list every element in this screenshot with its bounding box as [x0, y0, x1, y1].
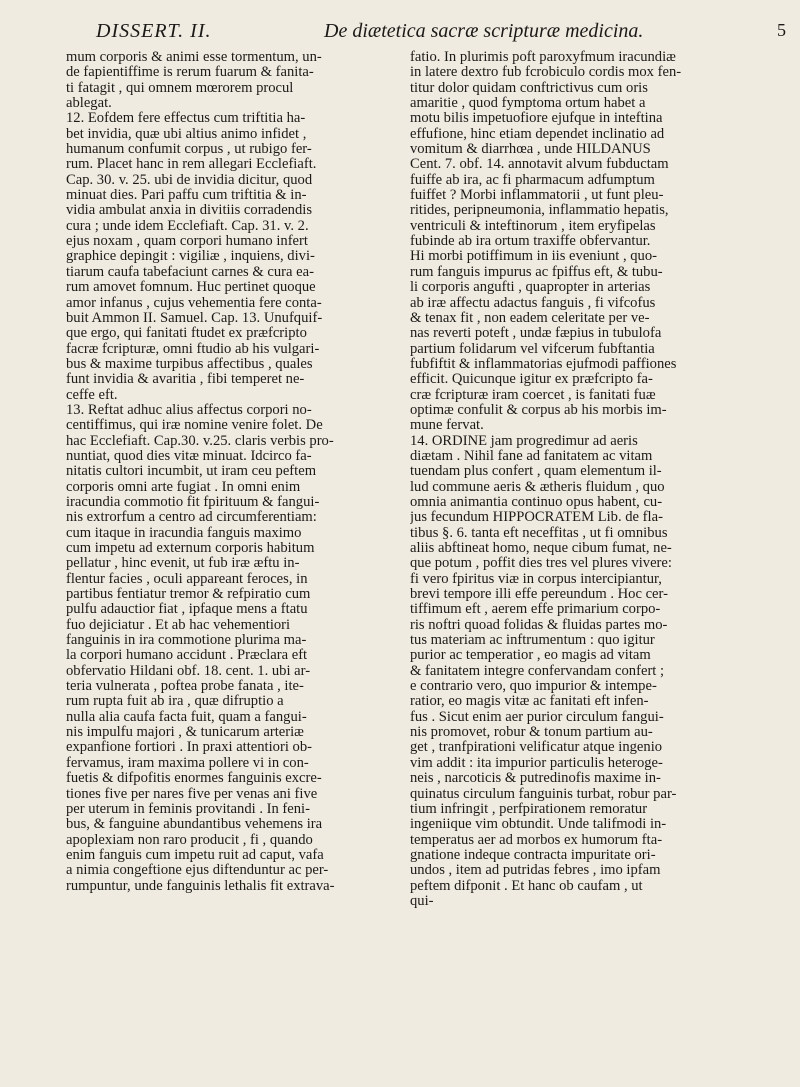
text-line: brevi tempore illi effe pereundum . Hoc cer- [410, 587, 668, 603]
header-title: De diætetica sacræ scripturæ medicina. [324, 20, 644, 42]
text-line: rum fanguis impurus ac fpiffus eft, & tubu- [410, 264, 663, 280]
text-line: bet invidia, quæ ubi altius animo infidet , [66, 126, 307, 142]
text-line: qui- [410, 893, 434, 909]
text-line: amaritie , quod fymptoma ortum habet a [410, 96, 646, 112]
text-line: neis , narcoticis & putredinofis maxime in- [410, 771, 661, 787]
text-line: fuiffet ? Morbi inflammatorii , ut funt pleu- [410, 188, 664, 204]
text-line: facræ fcripturæ, omni ftudio ab his vulgari- [66, 341, 320, 357]
text-line: fi vero fpiritus viæ in corpus intercipiantur, [410, 571, 662, 587]
text-line: que ergo, qui fanitati ftudet ex præfcripto [66, 326, 307, 342]
text-line: fuiffe ab ira, ac fi pharmacum adfumptum [410, 172, 655, 188]
text-line: ritides, peripneumonia, inflammatio hepatis, [410, 203, 669, 219]
text-line: enim fanguis cum impetu ruit ad caput, vafa [66, 847, 324, 863]
text-line: aliis abftineat homo, neque cibum fumat, ne- [410, 541, 672, 556]
text-line: Hi morbi potiffimum in iis eveniunt , quo- [410, 249, 657, 265]
text-line: omnia animantia continuo opus habent, cu- [410, 494, 663, 510]
text-line: get , tranfpirationi velificatur atque ingenio [410, 740, 663, 756]
text-line: vim addit : ita impurior particulis heteroge- [410, 755, 663, 771]
text-line: ceffe eft. [66, 387, 118, 403]
text-line: efficit. Quicunque igitur ex præfcripto fa- [410, 372, 653, 388]
text-line: rum amovet fomnum. Huc pertinet quoque [66, 280, 316, 296]
text-line: bus & maxime turpibus affectibus , quales [66, 356, 313, 372]
text-line: tuendam plus confert , quam elementum il- [410, 464, 662, 480]
text-line: nuntiat, quod dies vitæ minuat. Idcirco fa- [66, 448, 312, 464]
text-line: hac Ecclefiaft. Cap.30. v.25. claris verbis pro- [66, 433, 334, 449]
text-line: li corporis angufti , quapropter in arterias [410, 280, 651, 296]
text-line: que potum , poffit dies tres vel plures vivere: [410, 556, 672, 572]
text-line: cura ; unde idem Ecclefiaft. Cap. 31. v. 2. [66, 218, 309, 234]
text-line: nis promovet, robur & tonum partium au- [410, 725, 653, 741]
text-line: motu bilis impetuofiore ejufque in inteftina [410, 111, 663, 127]
text-column-left [66, 50, 400, 1080]
text-line: rum. Placet hanc in rem allegari Ecclefiaft. [66, 157, 317, 173]
text-line: nulla alia caufa facta fuit, quam a fangui- [66, 709, 307, 725]
text-line: fuo dejiciatur . Et ab hac vehementiori [66, 617, 291, 633]
text-line: nis impulfu majori , & tunicarum arteriæ [66, 725, 304, 741]
text-line: fubfiftit & inflammatorias ejufmodi paffiones [410, 356, 677, 372]
text-line: Cent. 7. obf. 14. annotavit alvum fubductam [410, 157, 669, 173]
text-line: amor infanus , cujus vehementia fere conta- [66, 295, 322, 311]
text-line: nas reverti poteft , undæ fæpius in tubulofa [410, 326, 662, 342]
text-line: & fanitatem integre confervandam confert ; [410, 663, 665, 679]
text-line: mune fervat. [410, 418, 484, 434]
text-line: purior ac temperatior , eo magis ad vitam [410, 648, 651, 664]
text-line: tibus §. 6. tanta eft neceffitas , ut fi omnibus [410, 525, 668, 541]
text-line: tiffimum eft , aerem effe primarium corpo- [410, 602, 661, 618]
text-line: ratior, eo magis vitæ ac fanitati eft infen- [410, 694, 649, 710]
header-dissertation: DISSERT. II. [96, 20, 212, 42]
text-line: fervamus, iram maxima pollere vi in con- [66, 755, 309, 771]
text-line: ventriculi & inteftinorum , item eryfipelas [410, 218, 656, 234]
text-line: quinatus circulum fanguinis turbat, robur par- [410, 786, 677, 802]
text-line: graphice depingit : vigiliæ , inquiens, divi- [66, 249, 315, 265]
text-line: lud commune aeris & ætheris fluidum , quo [410, 479, 665, 495]
text-line: bus, & fanguine abundantibus vehemens ira [66, 817, 323, 833]
text-line: la corpori humano accidunt . Præclara eft [66, 648, 308, 664]
text-line: nis extrorfum a centro ad circumferentiam: [66, 510, 317, 526]
text-line: corporis omni arte fugiat . In omni enim [66, 479, 301, 495]
text-line: ris noftri quoad folidas & fluidas partes mo- [410, 617, 668, 633]
text-line: tium infringit , perfpirationem remoratur [410, 801, 648, 817]
text-line: gnatione indeque contracta impuritate ori- [410, 847, 656, 863]
text-line: humanum confumit corpus , ut rubigo fer- [66, 142, 312, 158]
text-column-right [410, 50, 756, 1080]
text-line: mum corporis & animi esse tormentum, un- [66, 50, 322, 65]
text-line: optimæ confulit & corpus ab his morbis im- [410, 402, 667, 418]
text-line: obfervatio Hildani obf. 18. cent. 1. ubi ar- [66, 663, 311, 679]
text-line: rum rupta fuit ab ira , quæ difruptio a [66, 694, 284, 710]
text-line: 14. ORDINE jam progredimur ad aeris [410, 433, 638, 449]
text-line: cum itaque in iracundia fanguis maximo [66, 525, 302, 541]
text-line: vomitum & diarrhœa , unde HILDANUS [410, 142, 651, 158]
text-line: ab iræ affectu adactus fanguis , fi vifcofus [410, 295, 656, 311]
page-number: 5 [777, 20, 786, 40]
text-line: cræ fcripturæ iram coercet , is fanitati fuæ [410, 387, 656, 403]
text-line: diætam . Nihil fane ad fanitatem ac vitam [410, 448, 653, 464]
text-line: a nimia congeftione ejus diftenduntur ac per- [66, 863, 329, 879]
text-line: e contrario vero, quo impurior & intempe- [410, 679, 657, 695]
text-line: fanguinis in ira commotione plurima ma- [66, 633, 307, 649]
text-line: apoplexiam non raro producit , fi , quando [66, 832, 313, 848]
text-line: centiffimus, qui iræ nomine venire folet. De [66, 418, 323, 434]
text-line: 13. Reftat adhuc alius affectus corpori no- [66, 402, 312, 418]
text-line: ejus noxam , quam corpori humano infert [66, 234, 308, 250]
text-line: per uterum in feminis provitandi . In feni- [66, 801, 310, 817]
text-line: vidia ambulat anxia in divitiis corradendis [66, 203, 313, 219]
text-line: partium folidarum vel vifcerum fubftantia [410, 341, 655, 357]
text-line: 12. Eofdem fere effectus cum triftitia ha- [66, 111, 306, 127]
text-line: tiones five per nares five per venas ani five [66, 786, 318, 802]
text-line: teria vulnerata , poftea probe fanata , ite- [66, 679, 304, 695]
text-line: ablegat. [66, 96, 112, 112]
running-header [96, 14, 786, 44]
text-line: fus . Sicut enim aer purior circulum fangui- [410, 709, 664, 725]
text-line: de fapientiffime is rerum fuarum & fanita- [66, 65, 314, 81]
text-line: tus materiam ac inftrumentum : quo igitur [410, 633, 655, 649]
text-line: undos , item ad putridas febres , imo ipfam [410, 863, 661, 879]
text-line: fatio. In plurimis poft paroxyfmum iracundiæ [410, 50, 676, 65]
text-line: minuat dies. Pari paffu cum triftitia & in- [66, 188, 307, 204]
text-line: in latere dextro fub fcrobiculo cordis mox fen- [410, 65, 682, 81]
text-line: fuetis & difpofitis enormes fanguinis excre- [66, 771, 322, 787]
text-line: fubinde ab ira ortum traxiffe obfervantur. [410, 234, 651, 250]
text-line: nitatis cultori incumbit, ut iram ceu peftem [66, 464, 317, 480]
text-line: & tenax fit , non eadem celeritate per ve- [410, 310, 650, 326]
text-line: pulfu adauctior fiat , ipfaque mens a ftatu [66, 602, 308, 618]
text-line: iracundia commotio fit fpirituum & fangui- [66, 494, 320, 510]
text-line: ti fatagit , qui omnem mœrorem procul [66, 80, 294, 96]
text-line: funt invidia & avaritia , fibi temperet ne- [66, 372, 305, 388]
text-line: rumpuntur, unde fanguinis lethalis fit extrava- [66, 878, 335, 894]
text-line: expanfione fortiori . In praxi attentiori ob- [66, 740, 312, 756]
text-line: temperatus aer ad morbos ex humorum fta- [410, 832, 663, 848]
text-line: pellatur , hinc evenit, ut fub iræ æftu in- [66, 556, 300, 572]
text-line: Cap. 30. v. 25. ubi de invidia dicitur, quod [66, 172, 313, 188]
text-line: flentur facies , oculi appareant feroces, in [66, 571, 308, 587]
text-line: titur dolor quidam conftrictivus cum oris [410, 80, 648, 96]
text-line: effufione, hinc etiam dependet inclinatio ad [410, 126, 665, 142]
text-line: jus fecundum HIPPOCRATEM Lib. de fla- [410, 510, 663, 526]
text-line: buit Ammon II. Samuel. Cap. 13. Unufquif- [66, 310, 323, 326]
text-line: partibus fentiatur tremor & refpiratio cum [66, 587, 311, 603]
text-line: tiarum caufa tabefaciunt carnes & cura ea- [66, 264, 314, 280]
text-line: ingeniique vim obtundit. Unde talifmodi in- [410, 817, 667, 833]
text-line: cum impetu ad externum corporis habitum [66, 541, 315, 556]
text-line: peftem difponit . Et hanc ob caufam , ut [410, 878, 643, 894]
